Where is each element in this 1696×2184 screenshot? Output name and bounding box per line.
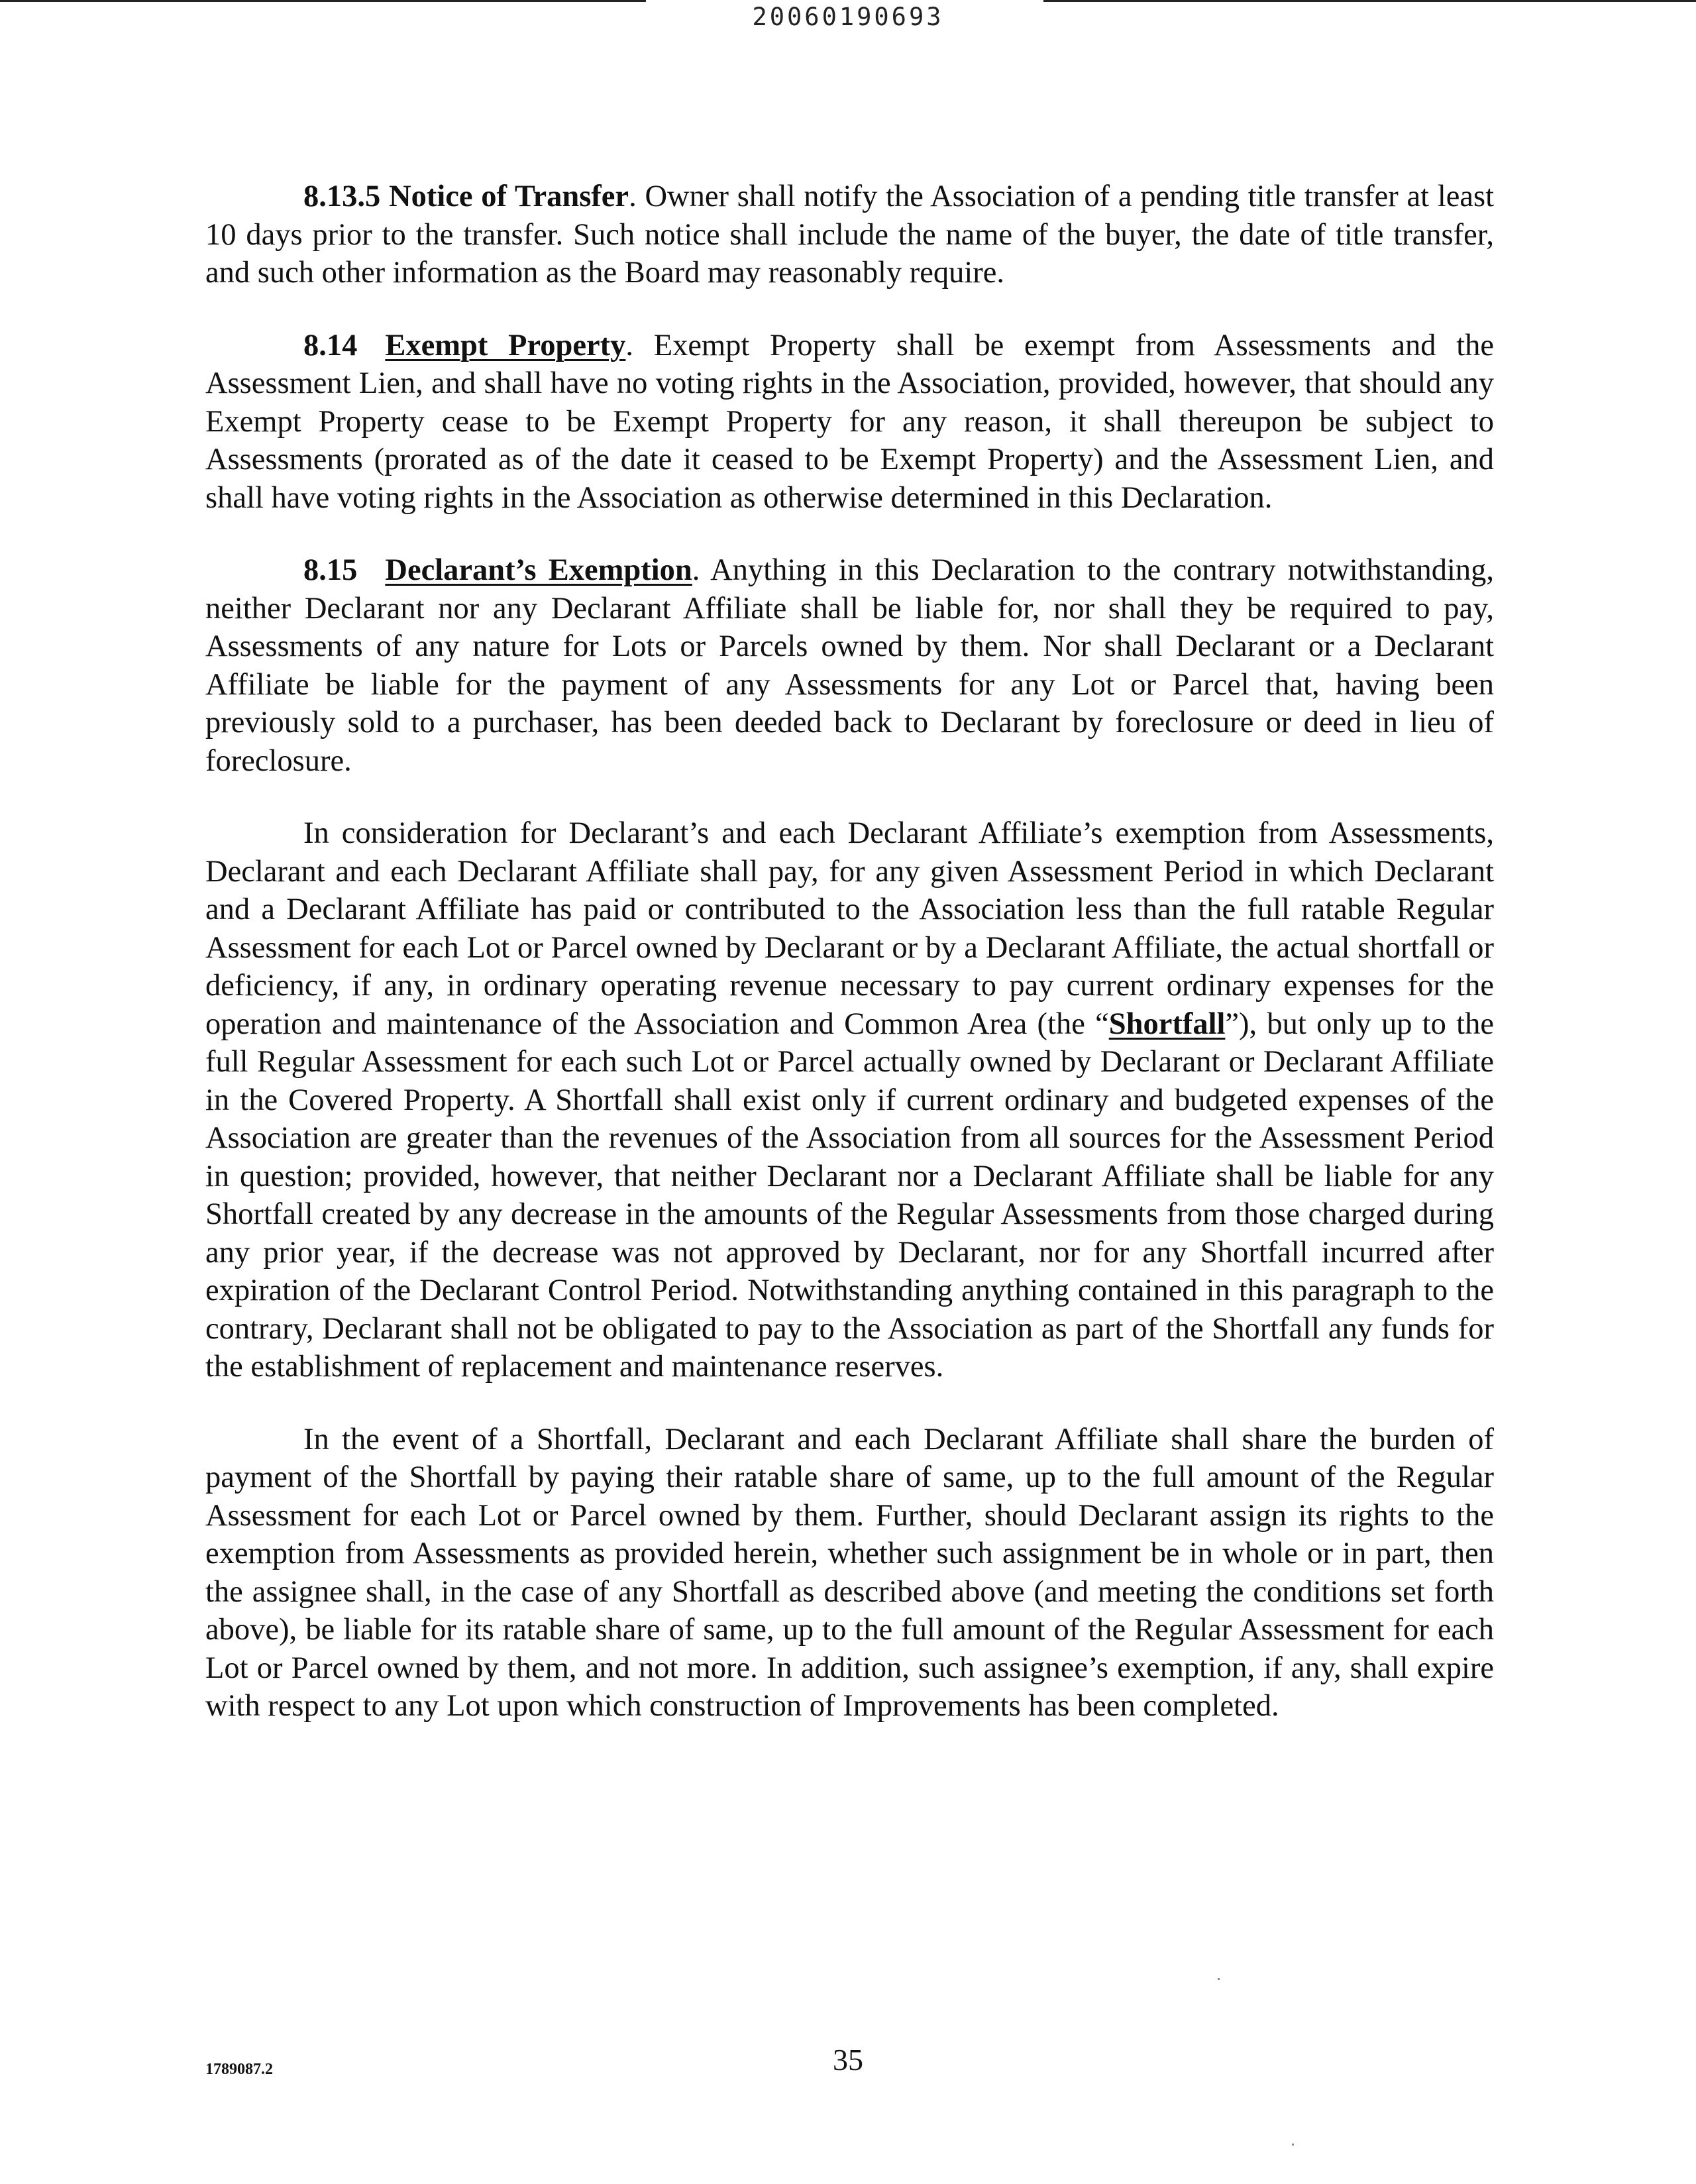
document-number: 20060190693 xyxy=(752,3,944,31)
section-title-period: . xyxy=(625,328,634,362)
header-rule-left xyxy=(0,0,646,2)
section-title-period: . xyxy=(629,180,637,213)
section-title: Declarant’s Exemption xyxy=(385,553,692,587)
document-body xyxy=(205,178,1494,1760)
section-title-period: . xyxy=(692,553,700,587)
section-number: 8.14 xyxy=(303,328,358,362)
section-body: Exempt Property shall be exempt from Assessments and the Assessment Lien, and shall have no voting rights in the Association, provided, however, that should any Exempt Property cease to be Exempt Property for any reason, it shall thereupon be subject to Assessments (prorated as of the date it ceased to be Exempt Property) and the Assessment Lien, and shall have voting rights in the Association as otherwise determined in this Declaration. xyxy=(205,328,1495,515)
section-title: Notice of Transfer xyxy=(389,180,629,213)
header-rule-right xyxy=(1043,0,1696,2)
paragraph-shortfall xyxy=(205,814,1494,1386)
paragraph-event-of-shortfall: In the event of a Shortfall, Declarant and each Declarant Affiliate shall share the burden of payment of the Shortfall by paying their ratable share of same, up to the full amount of the Regular Assessment for each Lot or Parcel owned by them. Further, should Declarant assign its rights to the exemption from Assessments as provided herein, whether such assignment be in whole or in part, then the assignee shall, in the case of any Shortfall as described above (and meeting the conditions set forth above), be liable for its ratable share of same, up to the full amount of the Regular Assessment for each Lot or Parcel owned by them, and not more. In addition, such assignee’s exemption, if any, shall expire with respect to any Lot upon which construction of Improvements has been completed. xyxy=(205,1422,1494,1723)
section-8-13-5 xyxy=(205,178,1494,292)
paragraph-text: ”), but only up to the full Regular Assessment for each such Lot or Parcel actually owned by Declarant or Declarant Affiliate in the Covered Property. A Shortfall shall exist only if current ordinary and budgeted expenses of the Association are greater than the revenues of the Association from all sources for the Assessment Period in question; provided, however, that neither Declarant nor a Declarant Affiliate shall be liable for any Shortfall created by any decrease in the amounts of the Regular Assessments from those charged during any prior year, if the decrease was not approved by Declarant, nor for any Shortfall incurred after expiration of the Declarant Control Period. Notwithstanding anything contained in this paragraph to the contrary, Declarant shall not be obligated to pay to the Association as part of the Shortfall any funds for the establishment of replacement and maintenance reserves. xyxy=(205,1007,1494,1384)
paragraph-text: In consideration for Declarant’s and each Declarant Affiliate’s exemption from Assessments, Declarant and each Declarant Affiliate shall pay, for any given Assessment Period in which Declarant and a Declarant Affiliate has paid or contributed to the Association less than the full ratable Regular Assessment for each Lot or Parcel owned by Declarant or by a Declarant Affiliate, the actual shortfall or deficiency, if any, in ordinary operating revenue necessary to pay current ordinary expenses for the operation and maintenance of the Association and Common Area (the “ xyxy=(205,816,1494,1041)
scan-speck xyxy=(1218,1978,1220,1980)
section-number: 8.15 xyxy=(303,553,358,587)
defined-term-shortfall: Shortfall xyxy=(1108,1007,1226,1041)
section-number: 8.13.5 xyxy=(303,180,381,213)
footer-document-id: 1789087.2 xyxy=(205,2061,273,2078)
section-body: Owner shall notify the Association of a pending title transfer at least 10 days prior to the transfer. Such notice shall include the name of the buyer, the date of title transfer, and such other information as the Board may reasonably require. xyxy=(205,180,1495,290)
page-number: 35 xyxy=(833,2043,863,2077)
section-8-14 xyxy=(205,327,1494,518)
section-title: Exempt Property xyxy=(385,328,626,362)
section-body: Anything in this Declaration to the contrary notwithstanding, neither Declarant nor any Declarant Affiliate shall be liable for, nor shall they be required to pay, Assessments of any nature for Lots or Parcels owned by them. Nor shall Declarant or a Declarant Affiliate be liable for the payment of any Assessments for any Lot or Parcel that, having been previously sold to a purchaser, has been deeded back to Declarant by foreclosure or deed in lieu of foreclosure. xyxy=(205,553,1495,778)
section-8-15 xyxy=(205,551,1494,780)
scan-speck xyxy=(1292,2144,1294,2146)
